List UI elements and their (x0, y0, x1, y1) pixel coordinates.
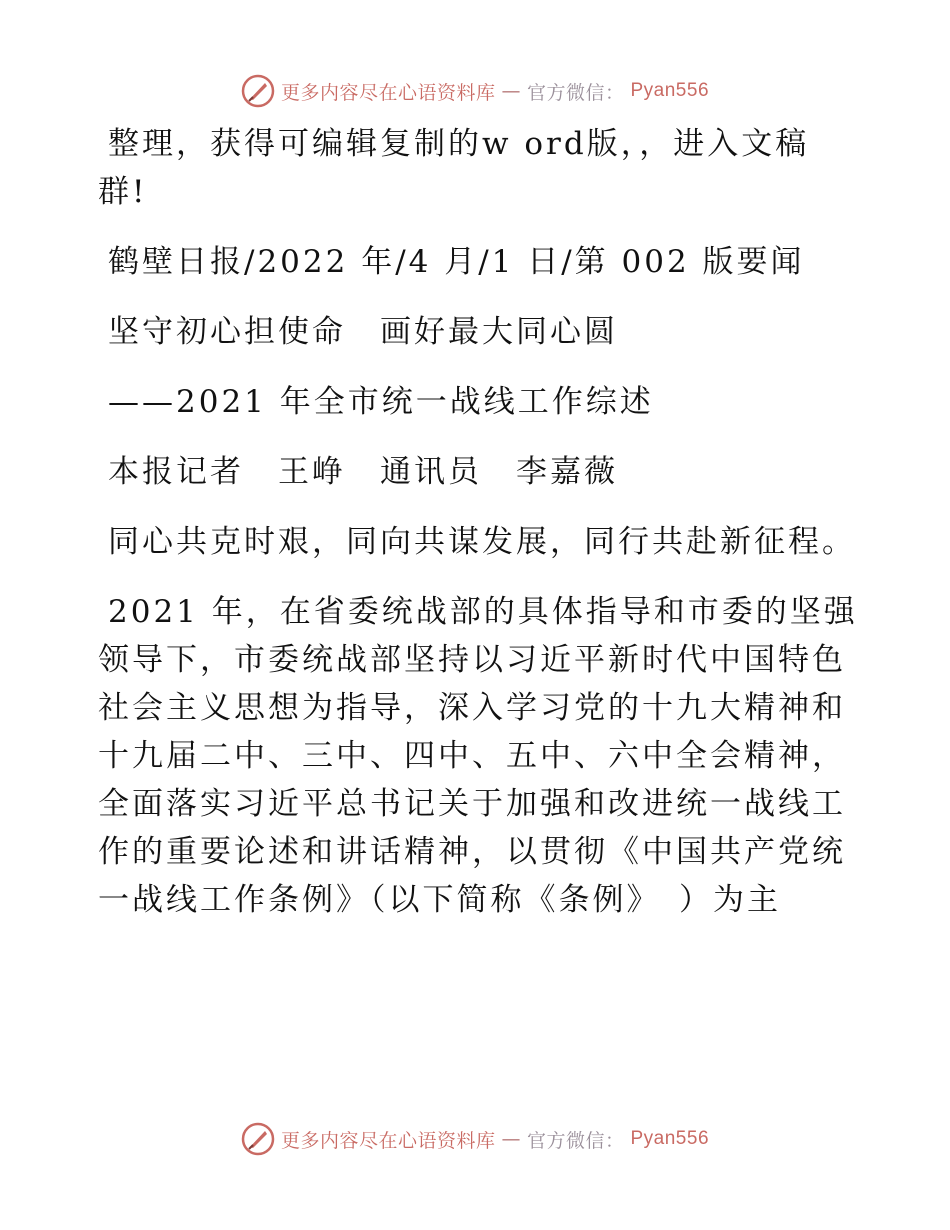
footer-watermark (0, 1122, 950, 1156)
document-body (98, 120, 858, 946)
watermark-dash: — (501, 1128, 521, 1150)
lead-paragraph: 同心共克时艰，同向共谋发展，同行共赴新征程。 (108, 524, 856, 560)
body-paragraph: 2021 年，在省委统战部的具体指导和市委的坚强领导下，市委统战部坚持以习近平新时代中国特色社会主义思想为指导，深入学习党的十九大精神和十九届二中、三中、四中、五中、六中全会精神，全面落实习近平总书记关于加强和改进统一战线工作的重要论述和讲话精神，以贯彻《中国共产党统一战线工作条例》（以下简称《条例》 ）为主 (98, 594, 858, 918)
quill-logo-icon (241, 74, 275, 108)
intro-paragraph: 整理，获得可编辑复制的w ord版，，进入文稿群! (98, 126, 810, 210)
watermark-official-label: 官方微信： (526, 1129, 625, 1152)
quill-logo-icon (241, 1122, 275, 1156)
byline: 本报记者 王峥 通讯员 李嘉薇 (108, 454, 618, 490)
watermark-dash: — (501, 80, 521, 102)
header-watermark (0, 74, 950, 108)
article-subtitle: ——2021 年全市统一战线工作综述 (108, 384, 654, 420)
source-line: 鹤壁日报/2022 年/4 月/1 日/第 002 版要闻 (108, 244, 805, 280)
watermark-text: 更多内容尽在心语资料库 (280, 81, 496, 104)
watermark-official-label: 官方微信： (526, 81, 625, 104)
article-title: 坚守初心担使命 画好最大同心圆 (108, 314, 618, 350)
watermark-wechat-id: Pyan556 (630, 1128, 710, 1149)
watermark-text: 更多内容尽在心语资料库 (280, 1129, 496, 1152)
watermark-wechat-id: Pyan556 (630, 80, 710, 101)
